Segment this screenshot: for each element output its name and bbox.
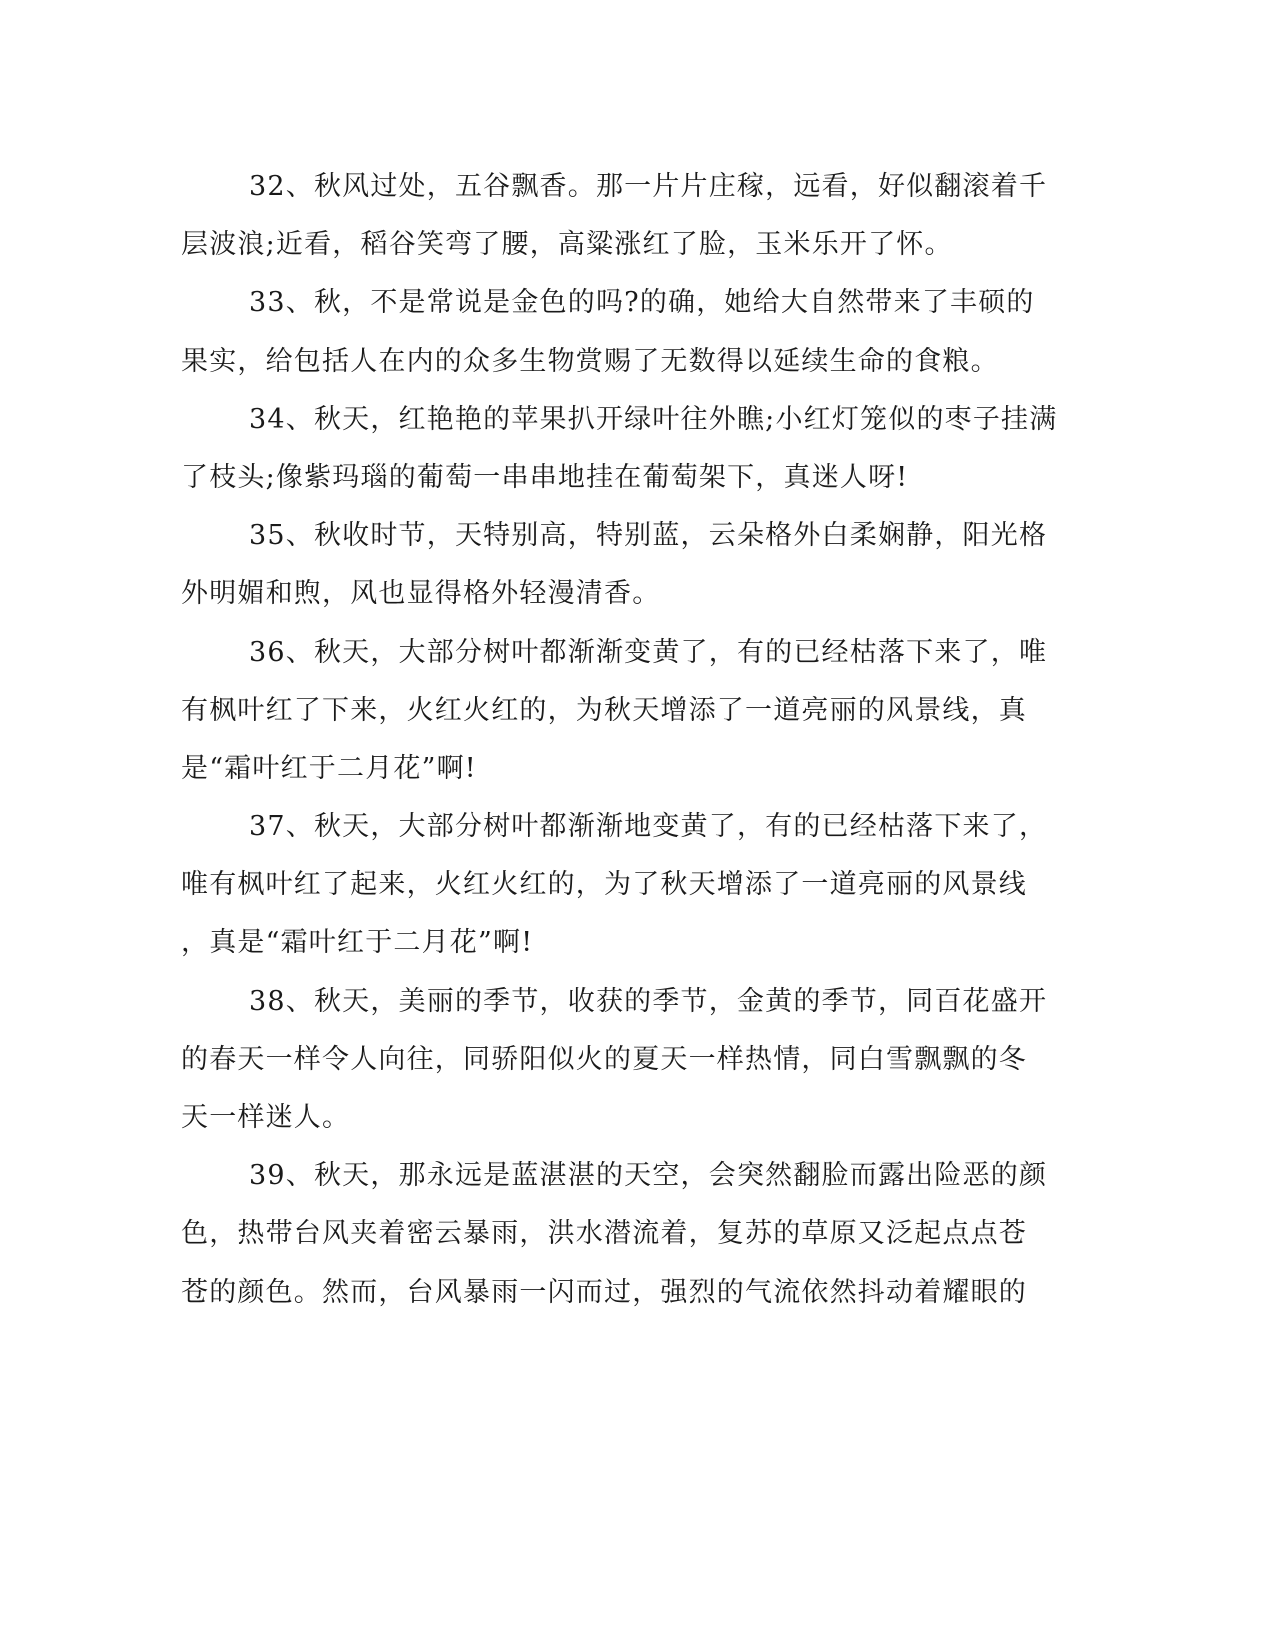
paragraph-32 (181, 158, 1048, 274)
paragraph-line: 果实，给包括人在内的众多生物赏赐了无数得以延续生命的食粮。 (181, 345, 999, 377)
paragraph-line: 外明媚和煦，风也显得格外轻漫清香。 (181, 578, 661, 610)
paragraph-38 (181, 973, 1048, 1148)
paragraph-line: 的春天一样令人向往，同骄阳似火的夏天一样热情，同白雪飘飘的冬 (181, 1043, 1027, 1075)
document-body (181, 158, 1058, 1322)
paragraph-line: 39、秋天，那永远是蓝湛湛的天空，会突然翻脸而露出险恶的颜 (249, 1160, 1048, 1192)
paragraph-line: 34、秋天，红艳艳的苹果扒开绿叶往外瞧;小红灯笼似的枣子挂满 (249, 403, 1058, 435)
paragraph-33 (181, 274, 1041, 390)
paragraph-line: 32、秋风过处，五谷飘香。那一片片庄稼，远看，好似翻滚着千 (249, 171, 1048, 202)
paragraph-line: 苍的颜色。然而，台风暴雨一闪而过，强烈的气流依然抖动着耀眼的 (181, 1276, 1027, 1308)
paragraph-line: 35、秋收时节，天特别高，特别蓝，云朵格外白柔娴静，阳光格 (249, 520, 1048, 552)
paragraph-36 (181, 624, 1048, 799)
paragraph-line: 37、秋天，大部分树叶都渐渐地变黄了，有的已经枯落下来了， (249, 811, 1048, 843)
paragraph-34 (181, 391, 1058, 507)
paragraph-line: 唯有枫叶红了起来，火红火红的，为了秋天增添了一道亮丽的风景线 (181, 869, 1027, 901)
paragraph-line: ，真是“霜叶红于二月花”啊! (181, 927, 534, 959)
paragraph-line: 是“霜叶红于二月花”啊! (181, 752, 477, 784)
paragraph-line: 色，热带台风夹着密云暴雨，洪水潜流着，复苏的草原又泛起点点苍 (181, 1218, 1027, 1250)
paragraph-line: 有枫叶红了下来，火红火红的，为秋天增添了一道亮丽的风景线，真 (181, 694, 1027, 726)
paragraph-line: 38、秋天，美丽的季节，收获的季节，金黄的季节，同百花盛开 (249, 985, 1048, 1017)
paragraph-line: 了枝头;像紫玛瑙的葡萄一串串地挂在葡萄架下，真迷人呀! (181, 461, 909, 493)
paragraph-line: 天一样迷人。 (181, 1102, 351, 1133)
paragraph-37 (181, 798, 1048, 973)
paragraph-35 (181, 507, 1048, 623)
paragraph-line: 36、秋天，大部分树叶都渐渐变黄了，有的已经枯落下来了，唯 (249, 636, 1048, 668)
paragraph-39 (181, 1147, 1048, 1322)
paragraph-line: 层波浪;近看，稻谷笑弯了腰，高粱涨红了脸，玉米乐开了怀。 (181, 229, 953, 261)
paragraph-line: 33、秋，不是常说是金色的吗?的确，她给大自然带来了丰硕的 (249, 287, 1035, 319)
